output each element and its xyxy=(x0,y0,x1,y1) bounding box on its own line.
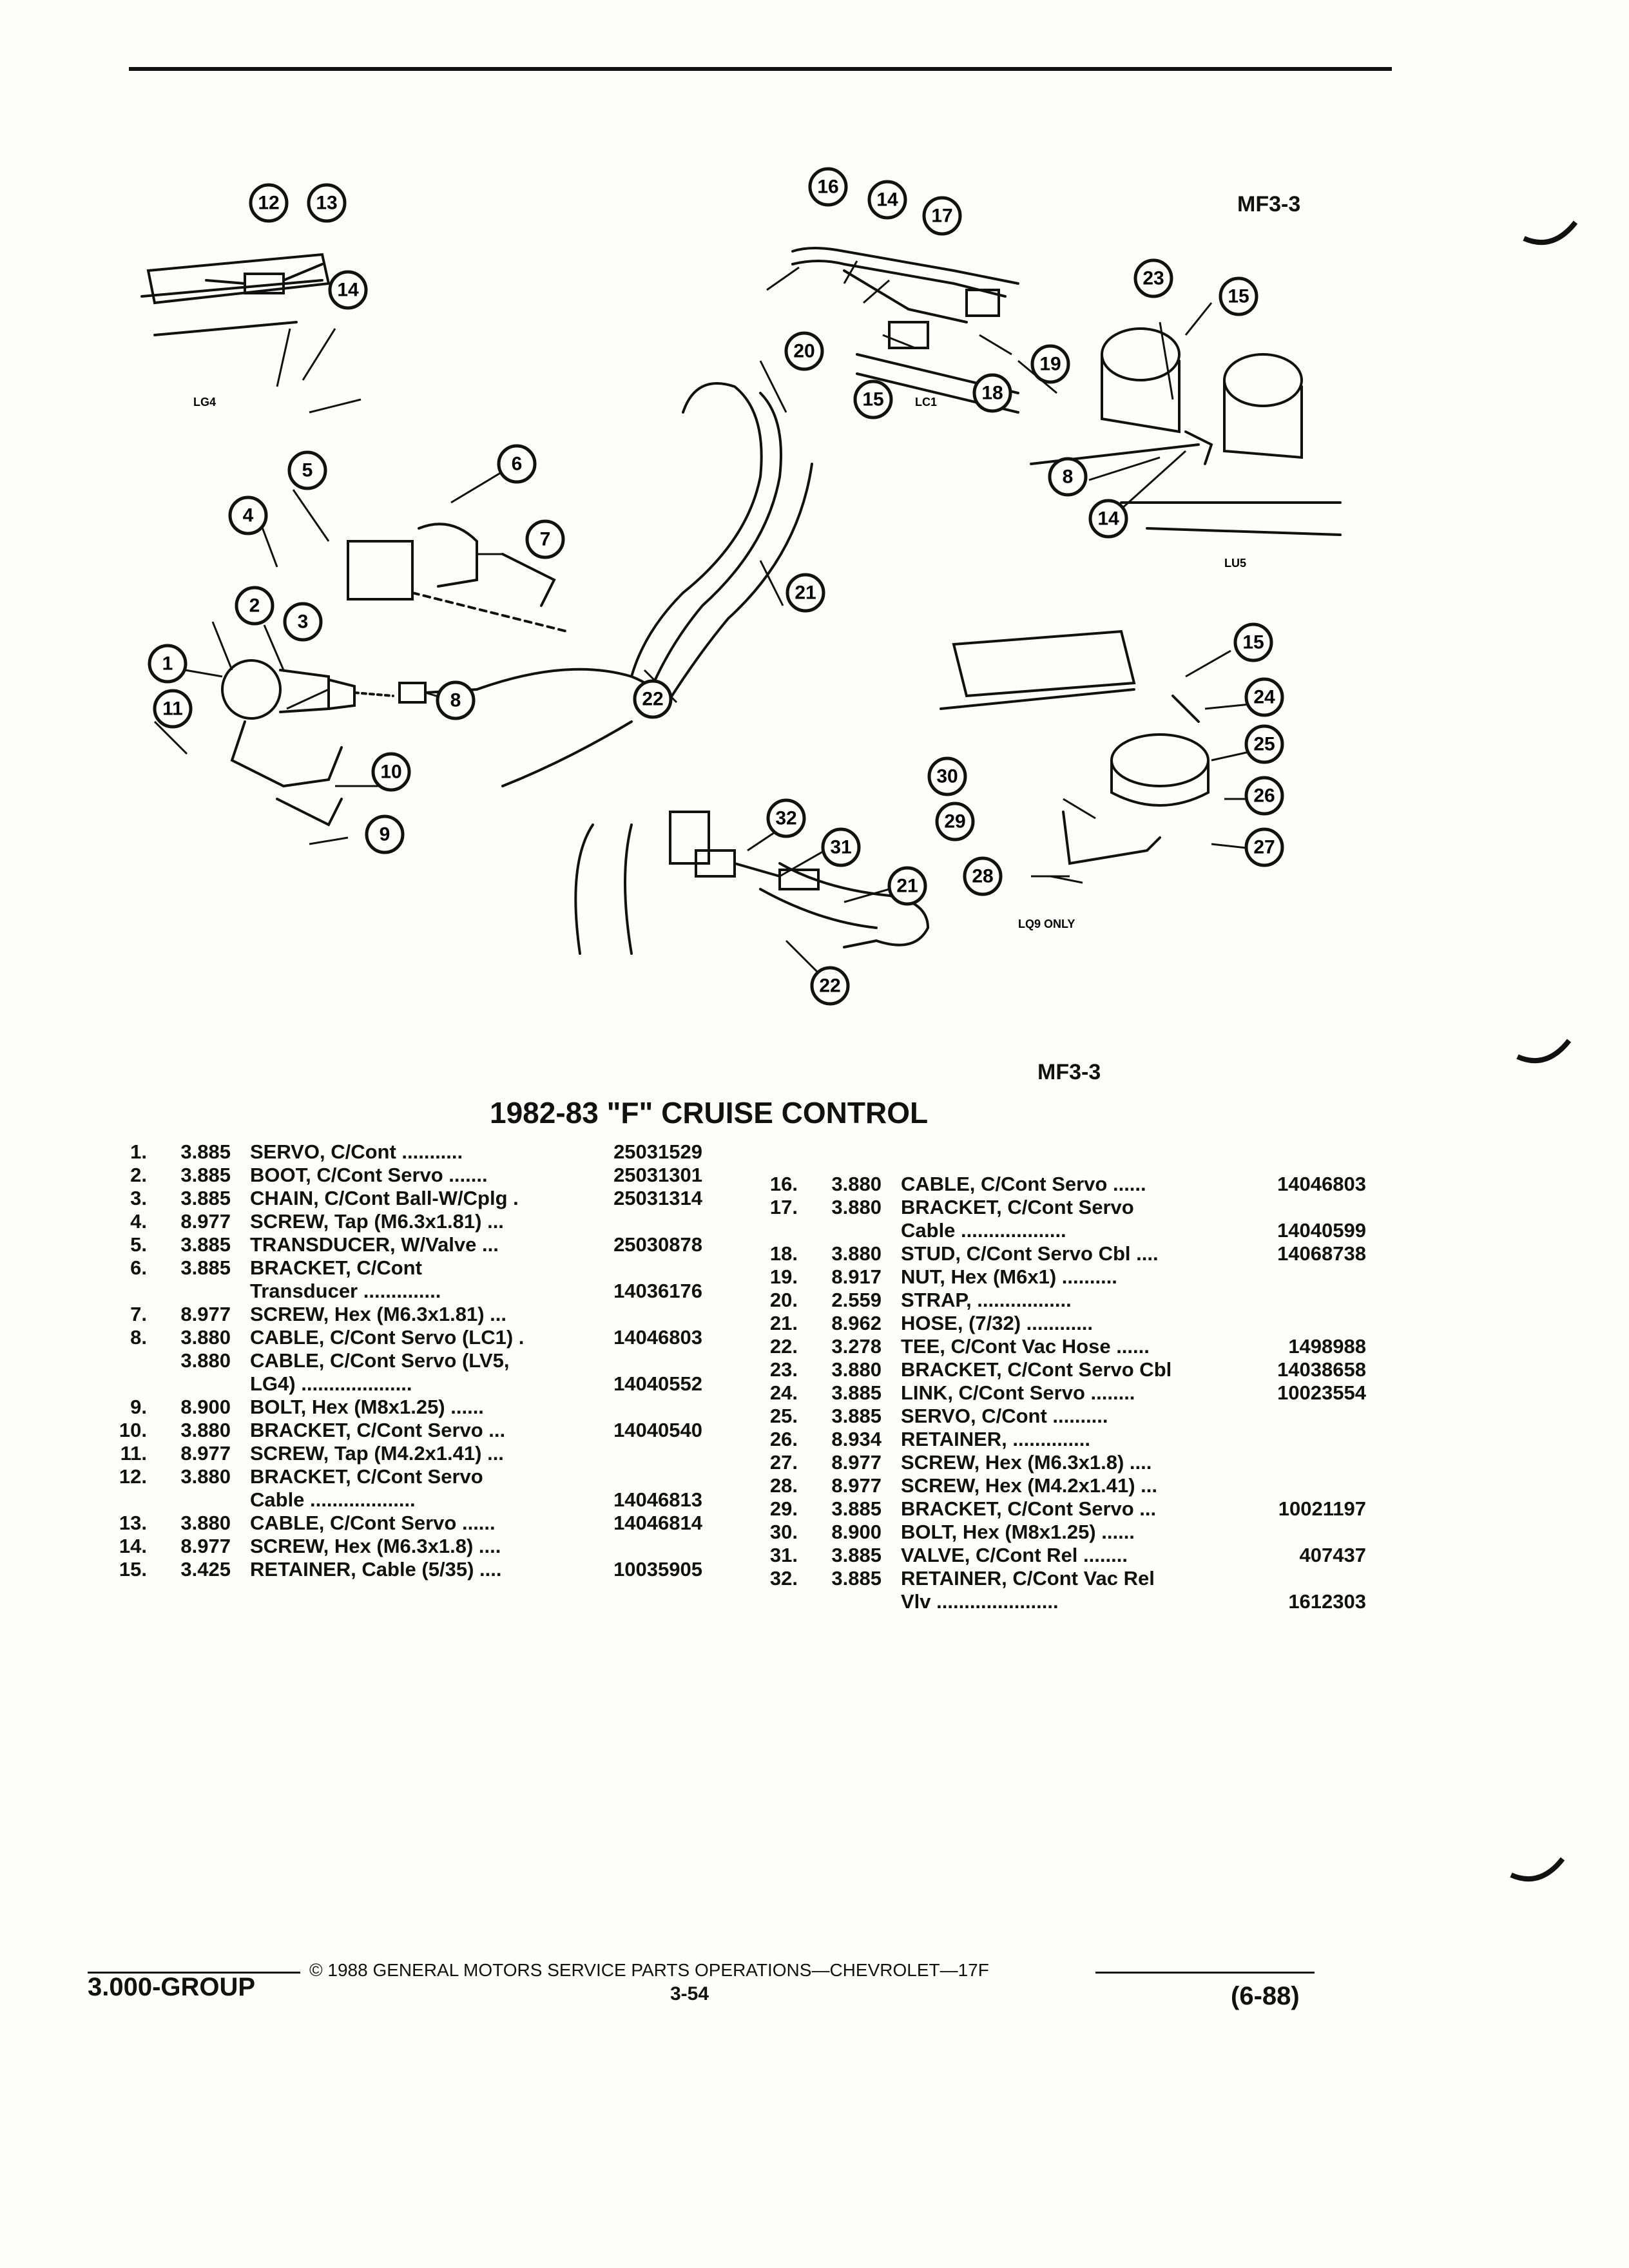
part-number: 14046803 xyxy=(613,1326,702,1349)
part-description: Vlv ...................... xyxy=(901,1590,1059,1613)
callout-15a xyxy=(855,381,891,418)
callout-13 xyxy=(309,185,345,221)
callout-8b xyxy=(1050,459,1086,495)
lu5-inset-drawing xyxy=(1031,329,1340,535)
svg-text:22: 22 xyxy=(642,688,664,710)
group-number: 3.885 xyxy=(831,1497,882,1520)
svg-text:13: 13 xyxy=(316,192,338,214)
parts-list-row xyxy=(747,1405,1366,1428)
group-number: 3.880 xyxy=(831,1358,882,1381)
part-number-index: 26. xyxy=(769,1428,798,1450)
parts-list-row xyxy=(747,1289,1366,1312)
part-number-index: 20. xyxy=(769,1289,798,1311)
part-number: 14040599 xyxy=(1277,1219,1366,1242)
callout-19 xyxy=(1032,346,1068,382)
group-number: 3.885 xyxy=(831,1405,882,1427)
callout-29 xyxy=(937,803,973,840)
part-number-index: 6. xyxy=(130,1256,147,1279)
group-number: 8.977 xyxy=(831,1451,882,1474)
part-number-index: 11. xyxy=(120,1442,147,1465)
part-number: 407437 xyxy=(1299,1544,1366,1566)
part-description: RETAINER, Cable (5/35) .... xyxy=(250,1558,502,1581)
callout-25 xyxy=(1246,726,1282,762)
svg-text:3: 3 xyxy=(297,611,309,633)
svg-text:15: 15 xyxy=(1242,631,1264,653)
part-number-index xyxy=(97,1280,147,1303)
parts-list-row xyxy=(747,1451,1366,1474)
callout-24 xyxy=(1246,679,1282,715)
part-description: BRACKET, C/Cont xyxy=(250,1256,422,1279)
exploded-parts-diagram xyxy=(116,142,1418,1057)
part-number-index: 27. xyxy=(769,1451,798,1474)
revision-date: (6-88) xyxy=(1231,1982,1300,2010)
part-number-index: 18. xyxy=(769,1242,798,1265)
group-number: 2.559 xyxy=(831,1289,882,1311)
parts-list-row xyxy=(747,1265,1366,1289)
svg-text:17: 17 xyxy=(931,205,953,227)
part-description: BOLT, Hex (M8x1.25) ...... xyxy=(250,1396,484,1418)
parts-list-row xyxy=(97,1396,702,1419)
lq9-inset-drawing xyxy=(941,631,1208,863)
parts-list-row xyxy=(747,1219,1366,1242)
parts-list-row xyxy=(97,1303,702,1326)
svg-text:30: 30 xyxy=(936,765,958,787)
part-description: SCREW, Tap (M4.2x1.41) ... xyxy=(250,1442,504,1465)
callout-26 xyxy=(1246,778,1282,814)
svg-text:7: 7 xyxy=(539,528,551,550)
part-number-index: 29. xyxy=(769,1497,798,1520)
part-number-index: 4. xyxy=(130,1210,147,1233)
callout-14a xyxy=(330,272,366,308)
parts-list-row xyxy=(97,1512,702,1535)
part-number-index: 12. xyxy=(119,1465,147,1488)
parts-list-row xyxy=(97,1465,702,1488)
callout-6 xyxy=(499,446,535,482)
svg-text:14: 14 xyxy=(1097,508,1119,530)
callout-8 xyxy=(438,682,474,718)
parts-list-row xyxy=(97,1326,702,1349)
group-number: 3.885 xyxy=(180,1187,231,1209)
svg-text:8: 8 xyxy=(450,689,461,711)
svg-text:14: 14 xyxy=(337,279,359,301)
parts-list-row xyxy=(97,1535,702,1558)
part-description: Cable ................... xyxy=(901,1219,1066,1242)
svg-text:14: 14 xyxy=(876,189,898,211)
part-number: 25030878 xyxy=(613,1233,702,1256)
part-number-index: 21. xyxy=(769,1312,798,1334)
part-description: VALVE, C/Cont Rel ........ xyxy=(901,1544,1128,1566)
part-number-index: 9. xyxy=(130,1396,147,1418)
part-number-index: 3. xyxy=(130,1187,147,1209)
svg-text:10: 10 xyxy=(380,761,402,783)
callout-16 xyxy=(810,169,846,205)
group-number: 3.885 xyxy=(180,1233,231,1256)
binder-hole-mark-top xyxy=(1521,219,1579,258)
part-description: LINK, C/Cont Servo ........ xyxy=(901,1381,1135,1404)
part-number-index: 15. xyxy=(119,1558,147,1581)
parts-list-row xyxy=(747,1358,1366,1381)
part-number: 10023554 xyxy=(1277,1381,1366,1404)
part-number-index: 10. xyxy=(119,1419,147,1441)
part-number-index: 30. xyxy=(769,1521,798,1543)
part-number-index xyxy=(97,1372,147,1396)
page-number: 3-54 xyxy=(670,1983,709,2004)
callout-22a xyxy=(635,681,671,717)
group-number: 8.900 xyxy=(831,1521,882,1543)
parts-list-row xyxy=(747,1474,1366,1497)
part-number-index: 23. xyxy=(769,1358,798,1381)
callout-14c xyxy=(1090,501,1126,537)
svg-text:9: 9 xyxy=(379,823,390,845)
group-number: 3.278 xyxy=(831,1335,882,1358)
svg-text:27: 27 xyxy=(1253,836,1275,858)
parts-list-row xyxy=(97,1210,702,1233)
part-description: STRAP, ................. xyxy=(901,1289,1072,1311)
group-number: 3.880 xyxy=(180,1326,231,1349)
callout-2 xyxy=(236,588,273,624)
callout-18 xyxy=(974,375,1010,411)
svg-text:19: 19 xyxy=(1039,353,1061,375)
group-number: 3.880 xyxy=(180,1465,231,1488)
part-number: 14038658 xyxy=(1277,1358,1366,1381)
group-number: 8.917 xyxy=(831,1265,882,1288)
part-number-index: 14. xyxy=(119,1535,147,1557)
callout-5 xyxy=(289,452,325,488)
engine-label-lg4: LG4 xyxy=(193,396,217,408)
svg-text:25: 25 xyxy=(1253,733,1275,755)
figure-code-top: MF3-3 xyxy=(1237,192,1301,216)
parts-list-row xyxy=(747,1497,1366,1521)
parts-list-row xyxy=(97,1558,702,1581)
parts-list-row xyxy=(97,1233,702,1256)
callout-23 xyxy=(1135,260,1171,296)
part-number-index: 19. xyxy=(769,1265,798,1288)
part-number-index: 7. xyxy=(130,1303,147,1325)
part-number-index xyxy=(97,1488,147,1512)
part-number: 14046814 xyxy=(613,1512,702,1534)
svg-text:15: 15 xyxy=(862,389,884,410)
group-number: 8.977 xyxy=(180,1442,231,1465)
part-description: RETAINER, C/Cont Vac Rel xyxy=(901,1567,1155,1590)
parts-list-row xyxy=(97,1419,702,1442)
group-number: 3.885 xyxy=(831,1544,882,1566)
lg4-inset-drawing xyxy=(142,255,329,335)
part-number: 25031301 xyxy=(613,1164,702,1186)
group-number: 3.880 xyxy=(180,1419,231,1441)
svg-text:24: 24 xyxy=(1253,686,1275,708)
svg-text:6: 6 xyxy=(511,453,523,475)
callout-20 xyxy=(786,333,822,369)
part-description: CABLE, C/Cont Servo (LC1) . xyxy=(250,1326,525,1349)
group-number: 3.885 xyxy=(180,1140,231,1163)
part-description: SCREW, Hex (M4.2x1.41) ... xyxy=(901,1474,1157,1497)
part-description: BRACKET, C/Cont Servo ... xyxy=(901,1497,1157,1520)
svg-text:1: 1 xyxy=(162,653,173,675)
svg-text:31: 31 xyxy=(830,836,852,858)
callout-1 xyxy=(149,646,186,682)
part-description: LG4) .................... xyxy=(250,1372,412,1395)
servo-assembly-drawing xyxy=(222,524,664,825)
part-description: HOSE, (7/32) ............ xyxy=(901,1312,1094,1334)
parts-list-row xyxy=(747,1335,1366,1358)
group-number: 3.880 xyxy=(831,1242,882,1265)
group-number: 8.977 xyxy=(180,1303,231,1325)
diagram-svg xyxy=(116,142,1418,1057)
part-number-index: 22. xyxy=(769,1335,798,1358)
part-description: Transducer .............. xyxy=(250,1280,441,1302)
parts-list-row xyxy=(747,1196,1366,1219)
callout-15b xyxy=(1220,278,1257,314)
group-number: 3.880 xyxy=(831,1173,882,1195)
svg-text:18: 18 xyxy=(981,382,1003,404)
group-number: 3.885 xyxy=(831,1567,882,1590)
callout-21b xyxy=(889,868,925,904)
parts-list-row xyxy=(747,1312,1366,1335)
part-number-index: 1. xyxy=(130,1140,147,1163)
binder-hole-mark-middle xyxy=(1514,1037,1572,1076)
part-number: 1612303 xyxy=(1288,1590,1366,1613)
part-number-index xyxy=(747,1219,798,1242)
part-number: 14036176 xyxy=(613,1280,702,1302)
part-number-index: 31. xyxy=(769,1544,798,1566)
part-description: SCREW, Hex (M6.3x1.81) ... xyxy=(250,1303,506,1325)
callout-17 xyxy=(924,198,960,234)
callout-30 xyxy=(929,758,965,794)
figure-code-bottom: MF3-3 xyxy=(1037,1060,1101,1084)
footer-rule-right xyxy=(1095,1972,1315,1974)
parts-list-row xyxy=(747,1428,1366,1451)
svg-text:5: 5 xyxy=(302,459,313,481)
svg-text:2: 2 xyxy=(249,595,260,617)
engine-label-lu5: LU5 xyxy=(1224,557,1247,570)
callout-14b xyxy=(869,182,905,218)
parts-list-right xyxy=(747,1173,1366,1613)
part-number-index: 2. xyxy=(130,1164,147,1186)
callout-31 xyxy=(823,829,859,865)
part-number: 14040552 xyxy=(613,1372,702,1395)
page-title: 1982-83 "F" CRUISE CONTROL xyxy=(490,1096,929,1129)
part-description: BRACKET, C/Cont Servo Cbl xyxy=(901,1358,1172,1381)
group-number: 3.885 xyxy=(831,1381,882,1404)
part-description: TRANSDUCER, W/Valve ... xyxy=(250,1233,499,1256)
svg-text:20: 20 xyxy=(793,340,815,362)
part-number-index: 13. xyxy=(119,1512,147,1534)
svg-text:28: 28 xyxy=(972,865,994,887)
svg-text:15: 15 xyxy=(1228,285,1249,307)
svg-text:26: 26 xyxy=(1253,785,1275,807)
group-number: 8.900 xyxy=(180,1396,231,1418)
parts-list-row xyxy=(97,1256,702,1280)
footer-copyright: © 1988 GENERAL MOTORS SERVICE PARTS OPERATIONS—CHEVROLET—17F xyxy=(309,1960,989,1980)
callout-21a xyxy=(787,575,824,611)
header-rule xyxy=(129,67,1392,71)
parts-list-row xyxy=(97,1372,702,1396)
part-number-index: 24. xyxy=(769,1381,798,1404)
footer-group-label: 3.000-GROUP xyxy=(88,1973,256,2001)
part-number: 14040540 xyxy=(613,1419,702,1441)
hose-routing-drawing xyxy=(503,383,928,947)
group-number: 8.962 xyxy=(831,1312,882,1334)
part-number-index: 17. xyxy=(769,1196,798,1218)
group-number xyxy=(798,1590,882,1613)
part-number-index xyxy=(97,1349,147,1372)
callout-3 xyxy=(285,604,321,640)
part-description: CHAIN, C/Cont Ball-W/Cplg . xyxy=(250,1187,519,1209)
parts-list-row xyxy=(747,1544,1366,1567)
callout-15c xyxy=(1235,624,1271,660)
part-description: TEE, C/Cont Vac Hose ...... xyxy=(901,1335,1150,1358)
group-number: 3.885 xyxy=(180,1164,231,1186)
group-number: 8.934 xyxy=(831,1428,882,1450)
part-description: SERVO, C/Cont ........... xyxy=(250,1140,463,1163)
callout-28 xyxy=(965,858,1001,894)
svg-text:11: 11 xyxy=(162,698,183,720)
group-number: 8.977 xyxy=(180,1535,231,1557)
svg-text:8: 8 xyxy=(1062,466,1074,488)
parts-list-row xyxy=(97,1488,702,1512)
svg-text:4: 4 xyxy=(242,505,254,526)
part-description: BOLT, Hex (M8x1.25) ...... xyxy=(901,1521,1135,1543)
parts-list-row xyxy=(97,1349,702,1372)
svg-text:22: 22 xyxy=(819,975,841,997)
part-description: SCREW, Tap (M6.3x1.81) ... xyxy=(250,1210,504,1233)
parts-list-row xyxy=(747,1567,1366,1590)
svg-text:32: 32 xyxy=(775,807,797,829)
group-number: 3.425 xyxy=(180,1558,231,1581)
engine-label-lq9: LQ9 ONLY xyxy=(1018,918,1075,930)
group-number xyxy=(147,1488,231,1512)
part-number-index: 32. xyxy=(769,1567,798,1590)
part-description: CABLE, C/Cont Servo (LV5, xyxy=(250,1349,510,1372)
svg-text:23: 23 xyxy=(1142,267,1164,289)
callout-10 xyxy=(373,754,409,790)
part-number: 10021197 xyxy=(1278,1497,1366,1520)
group-number: 8.977 xyxy=(831,1474,882,1497)
callout-27 xyxy=(1246,829,1282,865)
parts-list-row xyxy=(97,1140,702,1164)
part-number-index: 5. xyxy=(130,1233,147,1256)
svg-text:21: 21 xyxy=(795,582,816,604)
callout-9 xyxy=(367,816,403,852)
svg-text:12: 12 xyxy=(258,192,280,214)
part-description: RETAINER, .............. xyxy=(901,1428,1090,1450)
part-number: 25031529 xyxy=(613,1140,702,1163)
svg-text:21: 21 xyxy=(896,875,918,897)
group-number: 3.880 xyxy=(180,1512,231,1534)
binder-hole-mark-bottom xyxy=(1508,1856,1566,1894)
part-number: 25031314 xyxy=(613,1187,702,1209)
parts-list-row xyxy=(97,1280,702,1303)
part-description: CABLE, C/Cont Servo ...... xyxy=(250,1512,496,1534)
part-description: BOOT, C/Cont Servo ....... xyxy=(250,1164,488,1186)
group-number: 3.885 xyxy=(180,1256,231,1279)
part-number-index: 16. xyxy=(769,1173,798,1195)
part-description: BRACKET, C/Cont Servo xyxy=(250,1465,483,1488)
part-number-index xyxy=(747,1590,798,1613)
part-number-index: 25. xyxy=(769,1405,798,1427)
part-number: 10035905 xyxy=(613,1558,702,1581)
group-number xyxy=(798,1219,882,1242)
callout-4 xyxy=(230,497,266,533)
callout-12 xyxy=(251,185,287,221)
parts-list-row xyxy=(747,1381,1366,1405)
parts-list-row xyxy=(747,1242,1366,1265)
parts-list-left xyxy=(97,1140,702,1581)
part-number: 1498988 xyxy=(1288,1335,1366,1358)
parts-list-row xyxy=(747,1521,1366,1544)
parts-list-row xyxy=(97,1442,702,1465)
part-number: 14046813 xyxy=(613,1488,702,1511)
part-description: STUD, C/Cont Servo Cbl .... xyxy=(901,1242,1159,1265)
callout-32 xyxy=(768,800,804,836)
parts-list-row xyxy=(747,1173,1366,1196)
parts-list-row xyxy=(747,1590,1366,1613)
part-number: 14068738 xyxy=(1277,1242,1366,1265)
part-description: CABLE, C/Cont Servo ...... xyxy=(901,1173,1146,1195)
part-description: SCREW, Hex (M6.3x1.8) .... xyxy=(901,1451,1152,1474)
part-description: Cable ................... xyxy=(250,1488,416,1511)
svg-text:29: 29 xyxy=(944,811,966,832)
group-number xyxy=(147,1280,231,1303)
part-number-index: 8. xyxy=(130,1326,147,1349)
callout-22b xyxy=(812,968,848,1004)
part-description: SERVO, C/Cont .......... xyxy=(901,1405,1108,1427)
parts-list-row xyxy=(97,1164,702,1187)
group-number: 3.880 xyxy=(180,1349,231,1372)
group-number: 8.977 xyxy=(180,1210,231,1233)
parts-list-row xyxy=(97,1187,702,1210)
callout-7 xyxy=(527,521,563,557)
part-description: BRACKET, C/Cont Servo xyxy=(901,1196,1134,1218)
part-description: BRACKET, C/Cont Servo ... xyxy=(250,1419,506,1441)
callout-11 xyxy=(155,691,191,727)
part-number-index: 28. xyxy=(769,1474,798,1497)
part-description: NUT, Hex (M6x1) .......... xyxy=(901,1265,1117,1288)
group-number: 3.880 xyxy=(831,1196,882,1218)
engine-label-lc1: LC1 xyxy=(915,396,938,408)
group-number xyxy=(147,1372,231,1396)
part-description: SCREW, Hex (M6.3x1.8) .... xyxy=(250,1535,501,1557)
part-number: 14046803 xyxy=(1277,1173,1366,1195)
svg-text:16: 16 xyxy=(817,176,839,198)
